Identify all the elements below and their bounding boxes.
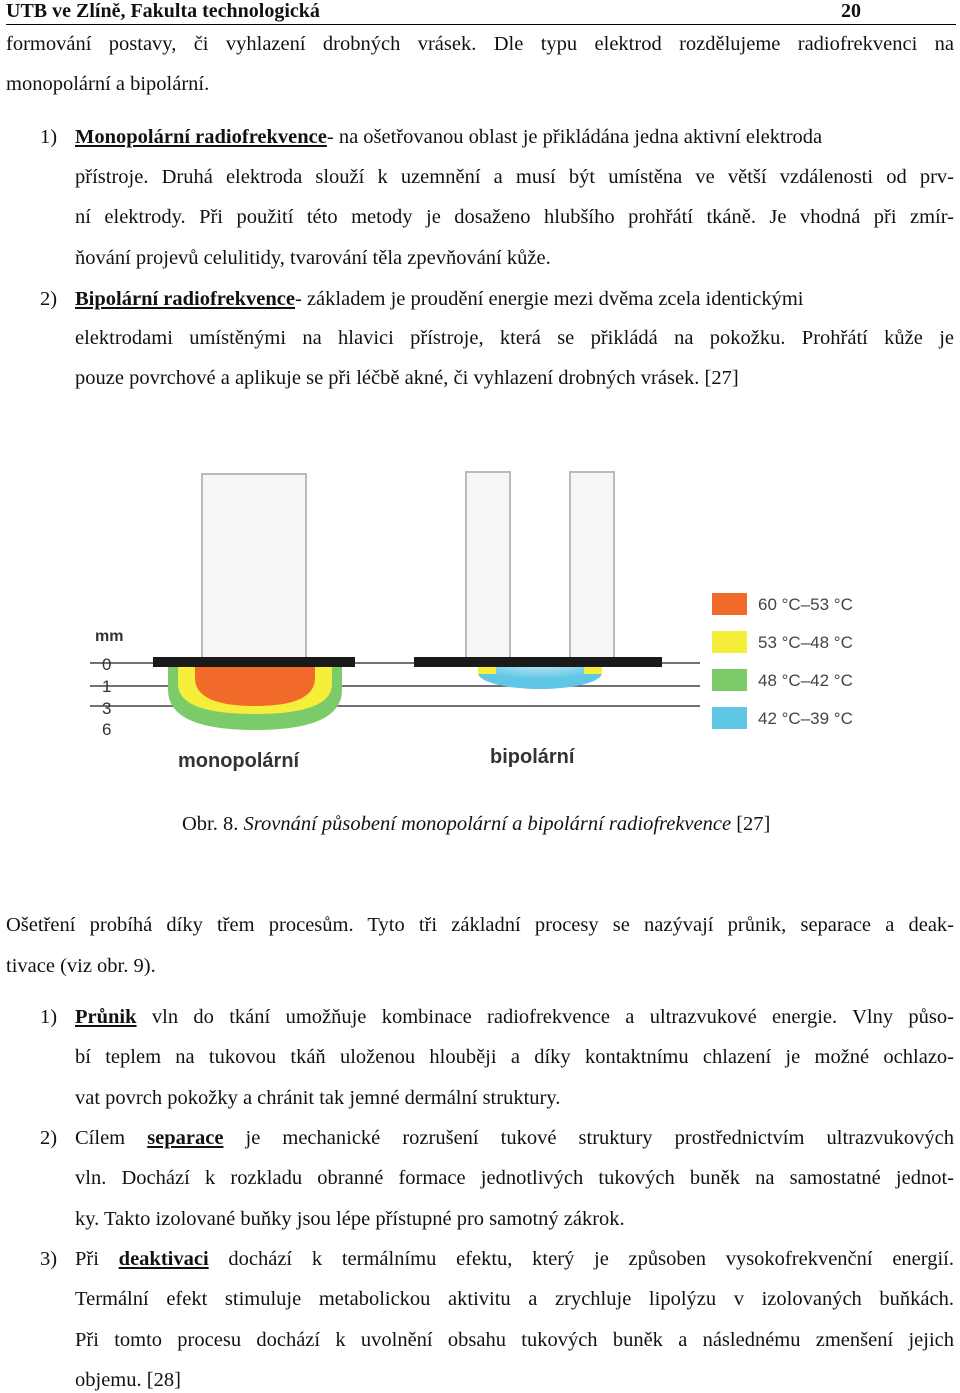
list-item-text: dochází k termálnímu efektu, který je způsoben vysokofrekvenční energií. (208, 1248, 954, 1270)
list-number: 2) (40, 288, 58, 310)
mono-electrode-body (202, 474, 306, 660)
list-number: 3) (40, 1248, 58, 1270)
figure-caption (182, 813, 770, 836)
caption-ref: [27] (736, 813, 771, 835)
legend-swatch (712, 631, 747, 653)
page-number: 20 (841, 0, 861, 22)
header-title: UTB ve Zlíně, Fakulta technologická (6, 0, 320, 22)
legend (712, 593, 853, 729)
list-item-line: objemu. [28] (75, 1369, 181, 1391)
list-item-line (75, 1127, 954, 1150)
bi-electrode-right-body (570, 472, 614, 660)
list-item-line: elektrodami umístěnými na hlavici přístroje, která se přikládá na pokožku. Prohřátí kůže je (75, 327, 954, 349)
legend-swatch (712, 707, 747, 729)
legend-label: 53 °C–48 °C (758, 633, 853, 652)
depth-tick: 1 (102, 677, 112, 696)
term-bipolar: Bipolární radiofrekvence (75, 288, 295, 310)
mono-heat-inner (195, 665, 315, 706)
list-item-text: vln do tkání umožňuje kombinace radiofrekvence a ultrazvukové energie. Vlny půso- (136, 1006, 954, 1028)
intro-line-2: monopolární a bipolární. (6, 73, 210, 95)
intro-line-1: formování postavy, či vyhlazení drobných vrásek. Dle typu elektrod rozdělujeme radiofrekvenci na (6, 33, 954, 55)
list-item-text: - na ošetřovanou oblast je přikládána jedna aktivní elektroda (326, 126, 823, 148)
list-item-line: bí teplem na tukovou tkáň uloženou hlouběji a díky kontaktnímu chlazení je možné ochlazo- (75, 1046, 954, 1068)
legend-label: 48 °C–42 °C (758, 671, 853, 690)
list-item-text: Cílem (75, 1127, 148, 1149)
term-monopolar: Monopolární radiofrekvence (75, 126, 327, 148)
list-item-line (75, 1248, 954, 1271)
label-monopolar: monopolární (178, 750, 300, 772)
list-item-line: pouze povrchové a aplikuje se při léčbě akné, či vyhlazení drobných vrásek. [27] (75, 367, 739, 389)
bi-electrode-plate (414, 657, 662, 667)
list-item-line: ňování projevů celulitidy, tvarování těla zpevňování kůže. (75, 247, 551, 269)
para-line: Ošetření probíhá díky třem procesům. Tyto tři základní procesy se nazývají průnik, separace a deak- (6, 914, 954, 936)
bi-electrode-left-body (466, 472, 510, 660)
label-bipolar: bipolární (490, 746, 575, 768)
list-item-text: Při (75, 1248, 119, 1270)
list-item-line: Při tomto procesu dochází k uvolnění obsahu tukových buněk a následnému zmenšení jejich (75, 1329, 954, 1351)
list-item-line: ky. Takto izolované buňky jsou lépe přístupné pro samotný zákrok. (75, 1208, 625, 1230)
list-number: 1) (40, 126, 58, 148)
legend-label: 42 °C–39 °C (758, 709, 853, 728)
list-item-line: vat povrch pokožky a chránit tak jemné dermální struktury. (75, 1087, 561, 1109)
term-separace: separace (147, 1127, 224, 1149)
caption-prefix: Obr. 8. (182, 813, 239, 835)
list-number: 2) (40, 1127, 58, 1149)
list-item-line: ní elektrody. Při použití této metody je dosaženo hlubšího prohřátí tkáně. Je vhodná při zmír- (75, 206, 954, 228)
term-deaktivace: deaktivaci (118, 1248, 209, 1270)
mono-electrode-plate (153, 657, 355, 667)
legend-swatch (712, 669, 747, 691)
mm-label: mm (95, 628, 124, 645)
list-item-line: Termální efekt stimuluje metabolickou aktivitu a zrychluje lipolýzu v izolovaných buňkách. (75, 1288, 954, 1310)
list-item-text: je mechanické rozrušení tukové struktury prostřednictvím ultrazvukových (223, 1127, 955, 1149)
list-number: 1) (40, 1006, 58, 1028)
list-item-line (75, 1006, 954, 1029)
legend-label: 60 °C–53 °C (758, 595, 853, 614)
para-line: tivace (viz obr. 9). (6, 955, 156, 977)
caption-title: Srovnání působení monopolární a bipolární radiofrekvence (243, 813, 732, 835)
depth-tick: 3 (102, 699, 112, 718)
depth-tick: 6 (102, 720, 112, 739)
legend-swatch (712, 593, 747, 615)
list-item-text: - základem je proudění energie mezi dvěma zcela identickými (295, 288, 804, 310)
list-item-line: přístroje. Druhá elektroda slouží k uzemnění a musí být umístěna ve větší vzdálenosti od prv- (75, 166, 954, 188)
depth-tick: 0 (102, 655, 112, 674)
list-item-line: vln. Dochází k rozkladu obranné formace jednotlivých tukových buněk na samostatné jednot- (75, 1167, 954, 1189)
term-prunik: Průnik (75, 1006, 137, 1028)
